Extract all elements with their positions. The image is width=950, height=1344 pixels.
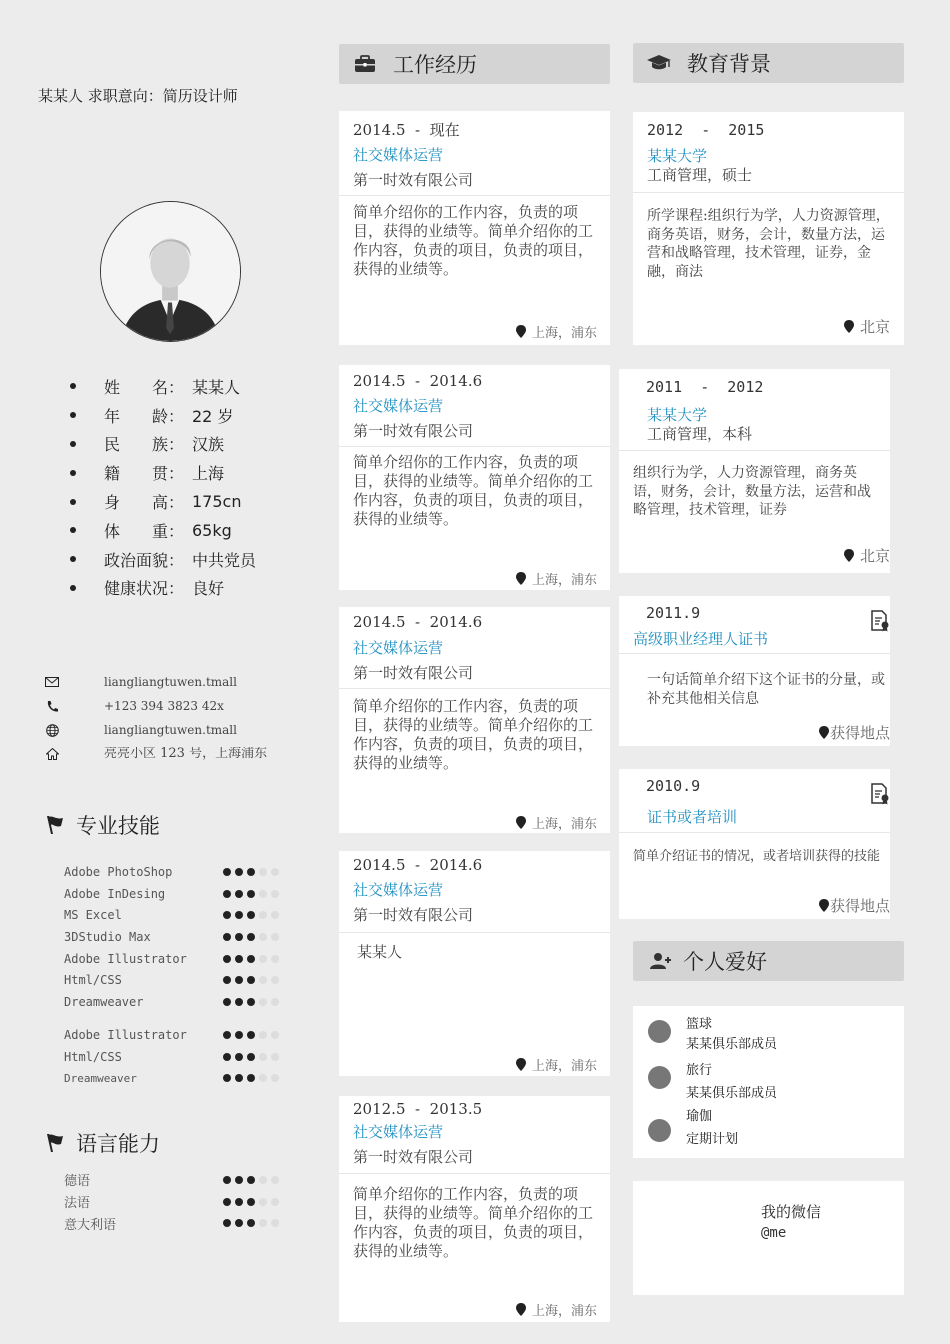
- bullet-icon: [70, 556, 76, 562]
- hobby-note: 定期计划: [686, 1132, 739, 1147]
- skill-row: [64, 1024, 279, 1046]
- skill-level-dots: [223, 911, 279, 919]
- contact-info: [44, 670, 304, 766]
- skill-name: MS Excel: [64, 908, 122, 923]
- map-pin-icon: [516, 1058, 526, 1071]
- phone-icon: [44, 698, 60, 714]
- hobby-name: 篮球: [686, 1017, 713, 1032]
- map-pin-icon: [516, 325, 526, 338]
- detail-label: 民 族：: [104, 435, 185, 455]
- courses-description: 组织行为学，人力资源管理，商务英语，财务，会计，数量方法，运营和战略管理，技术管理，证券: [633, 465, 871, 518]
- map-pin-icon: [819, 726, 829, 739]
- detail-row: [70, 458, 310, 487]
- work-company: 第一时效有限公司: [353, 1148, 474, 1166]
- work-description: 某某人: [357, 943, 403, 961]
- language-level-dots: [223, 1219, 279, 1227]
- languages-list: [64, 1169, 279, 1234]
- certificate-date: 2011.9: [646, 604, 701, 622]
- map-pin-icon: [516, 816, 526, 829]
- skill-name: Dreamweaver: [64, 1071, 137, 1085]
- detail-label: 身 高：: [104, 493, 185, 513]
- work-card: [339, 607, 610, 833]
- language-name: 德语: [64, 1174, 91, 1190]
- school-name: 某某大学: [647, 147, 708, 165]
- work-company: 第一时效有限公司: [353, 664, 474, 682]
- map-pin-icon: [516, 572, 526, 585]
- briefcase-icon: [351, 52, 379, 76]
- skill-level-dots: [223, 1074, 279, 1082]
- home-icon: [44, 746, 60, 762]
- skill-name: Adobe Illustrator: [64, 1027, 187, 1042]
- certificate-description: 一句话简单介绍下这个证书的分量，或补充其他相关信息: [647, 672, 885, 707]
- certificate-location: 获得地点: [819, 895, 890, 916]
- skill-name: Dreamweaver: [64, 994, 144, 1009]
- language-name: 意大利语: [64, 1217, 117, 1233]
- hobbies-title: 个人爱好: [683, 950, 767, 974]
- language-row: [64, 1191, 279, 1213]
- language-name: 法语: [64, 1196, 91, 1212]
- envelope-icon: [44, 674, 60, 690]
- hobby-icon: [648, 1020, 671, 1043]
- detail-value: 良好: [192, 579, 225, 599]
- hobby-item: [648, 1015, 777, 1055]
- detail-row: [70, 372, 310, 401]
- hobby-name: 旅行: [686, 1063, 713, 1078]
- certificate-icon: [870, 783, 890, 809]
- skill-row: [64, 926, 279, 948]
- education-heading: [633, 43, 904, 83]
- detail-label: 籍 贯：: [104, 464, 185, 484]
- work-role: 社交媒体运营: [353, 397, 444, 415]
- wechat-card: [633, 1181, 904, 1295]
- work-heading: [339, 44, 610, 84]
- bullet-icon: [70, 441, 76, 447]
- education-title: 教育背景: [687, 52, 771, 76]
- bullet-icon: [70, 585, 76, 591]
- skill-level-dots: [223, 1053, 279, 1061]
- avatar: [100, 201, 241, 342]
- certificate-description: 简单介绍证书的情况，或者培训获得的技能: [633, 849, 881, 864]
- skills-list: [64, 861, 279, 1013]
- work-description: 简单介绍你的工作内容，负责的项目，获得的业绩等。简单介绍你的工作内容，负责的项目，负责的项目，获得的业绩等。: [353, 453, 594, 528]
- degree: 工商管理，硕士: [647, 166, 753, 184]
- hobby-item: [648, 1059, 777, 1105]
- hobby-icon: [648, 1119, 671, 1142]
- work-card: [339, 851, 610, 1076]
- contact-address: [44, 742, 304, 766]
- graduation-cap-icon: [645, 51, 673, 75]
- detail-row: [70, 545, 310, 574]
- courses-description: 所学课程:组织行为学，人力资源管理，商务英语，财务，会计，数量方法，运营和战略管理，技术管理，证券，金融，商法: [647, 208, 890, 280]
- work-dates: 2014.5 - 2014.6: [353, 372, 483, 390]
- work-description: 简单介绍你的工作内容，负责的项目，获得的业绩等。简单介绍你的工作内容，负责的项目，负责的项目，获得的业绩等。: [353, 203, 594, 278]
- skill-name: Adobe InDesing: [64, 886, 166, 901]
- work-location: 上海，浦东: [516, 1300, 597, 1319]
- detail-label: 年 龄：: [104, 406, 185, 426]
- work-card: [339, 111, 610, 345]
- skill-row: [64, 991, 279, 1013]
- detail-label: 健康状况：: [104, 579, 185, 599]
- languages-heading: [44, 1128, 160, 1158]
- contact-phone: [44, 694, 304, 718]
- map-pin-icon: [516, 1303, 526, 1316]
- website-text[interactable]: liangliangtuwen.tmall: [104, 723, 237, 737]
- detail-value: 22 岁: [192, 406, 234, 426]
- skill-level-dots: [223, 955, 279, 963]
- skill-name: Adobe Illustrator: [64, 951, 187, 966]
- skill-row: [64, 1046, 279, 1068]
- map-pin-icon: [819, 899, 829, 912]
- hobby-note: 某某俱乐部成员: [686, 1037, 778, 1052]
- detail-label: 体 重：: [104, 521, 185, 541]
- education-card: [619, 369, 890, 573]
- email-text[interactable]: liangliangtuwen.tmall: [104, 675, 237, 689]
- detail-value: 汉族: [192, 435, 225, 455]
- map-pin-icon: [844, 549, 854, 562]
- education-location: 北京: [844, 316, 890, 337]
- detail-value: 175cn: [192, 492, 242, 512]
- bullet-icon: [70, 527, 76, 533]
- skills-heading: [44, 810, 160, 840]
- work-dates: 2012.5 - 2013.5: [353, 1100, 483, 1118]
- certificate-location: 获得地点: [819, 722, 890, 743]
- hobbies-card: [633, 1006, 904, 1158]
- work-dates: 2014.5 - 现在: [353, 121, 460, 139]
- detail-value: 中共党员: [192, 550, 257, 570]
- school-name: 某某大学: [647, 406, 708, 424]
- certificate-icon: [870, 610, 890, 636]
- flag-icon: [44, 1132, 66, 1154]
- skill-name: Html/CSS: [64, 973, 122, 988]
- work-dates: 2014.5 - 2014.6: [353, 856, 483, 874]
- detail-value: 65kg: [192, 520, 232, 540]
- certificate-title: 高级职业经理人证书: [633, 630, 769, 648]
- skill-row: [64, 904, 279, 926]
- skill-row: [64, 1067, 279, 1089]
- skill-level-dots: [223, 868, 279, 876]
- education-dates: 2011 - 2012: [646, 378, 764, 396]
- phone-text: +123 394 3823 42x: [104, 699, 224, 713]
- certificate-card: [619, 769, 890, 919]
- education-dates: 2012 - 2015: [647, 121, 765, 139]
- work-location: 上海，浦东: [516, 1055, 597, 1074]
- globe-icon: [44, 722, 60, 738]
- education-location: 北京: [844, 545, 890, 566]
- skill-level-dots: [223, 1031, 279, 1039]
- bullet-icon: [70, 470, 76, 476]
- work-company: 第一时效有限公司: [353, 422, 474, 440]
- work-company: 第一时效有限公司: [353, 906, 474, 924]
- hobbies-heading: [633, 941, 904, 981]
- detail-label: 姓 名：: [104, 377, 185, 397]
- detail-row: [70, 401, 310, 430]
- contact-email: [44, 670, 304, 694]
- language-level-dots: [223, 1176, 279, 1184]
- languages-title: 语言能力: [76, 1132, 160, 1156]
- certificate-title: 证书或者培训: [647, 808, 738, 826]
- personal-details: [70, 372, 310, 602]
- skill-row: [64, 948, 279, 970]
- certificate-date: 2010.9: [646, 777, 701, 795]
- detail-row: [70, 574, 310, 603]
- address-text: 亮亮小区 123 号，上海浦东: [104, 747, 268, 761]
- work-card: [339, 365, 610, 590]
- work-role: 社交媒体运营: [353, 1123, 444, 1141]
- detail-label: 政治面貌：: [104, 550, 185, 570]
- degree: 工商管理，本科: [647, 425, 753, 443]
- language-row: [64, 1212, 279, 1234]
- work-location: 上海，浦东: [516, 813, 597, 832]
- language-level-dots: [223, 1198, 279, 1206]
- skill-level-dots: [223, 890, 279, 898]
- skill-name: 3DStudio Max: [64, 929, 151, 944]
- work-title: 工作经历: [393, 53, 477, 77]
- work-description: 简单介绍你的工作内容，负责的项目，获得的业绩等。简单介绍你的工作内容，负责的项目，负责的项目，获得的业绩等。: [353, 1185, 594, 1260]
- skill-row: [64, 883, 279, 905]
- name-and-objective: 某某人 求职意向：简历设计师: [38, 87, 238, 105]
- bullet-icon: [70, 412, 76, 418]
- work-location: 上海，浦东: [516, 569, 597, 588]
- hobby-note: 某某俱乐部成员: [686, 1086, 778, 1101]
- detail-row: [70, 487, 310, 516]
- hobby-name: 瑜伽: [686, 1109, 713, 1124]
- work-role: 社交媒体运营: [353, 639, 444, 657]
- skill-row: [64, 969, 279, 991]
- contact-web: [44, 718, 304, 742]
- skill-row: [64, 861, 279, 883]
- bullet-icon: [70, 499, 76, 505]
- work-dates: 2014.5 - 2014.6: [353, 613, 483, 631]
- avatar-photo-icon: [101, 202, 240, 341]
- work-location: 上海，浦东: [516, 322, 597, 341]
- skill-name: Adobe PhotoShop: [64, 864, 173, 879]
- map-pin-icon: [844, 320, 854, 333]
- detail-value: 某某人: [192, 377, 241, 397]
- flag-icon: [44, 814, 66, 836]
- work-description: 简单介绍你的工作内容，负责的项目，获得的业绩等。简单介绍你的工作内容，负责的项目，负责的项目，获得的业绩等。: [353, 697, 594, 772]
- skill-name: Html/CSS: [64, 1049, 122, 1064]
- detail-row: [70, 516, 310, 545]
- skill-level-dots: [223, 976, 279, 984]
- work-role: 社交媒体运营: [353, 146, 444, 164]
- hobby-icon: [648, 1066, 671, 1089]
- detail-row: [70, 430, 310, 459]
- work-company: 第一时效有限公司: [353, 171, 474, 189]
- education-card: [633, 112, 904, 345]
- hobby-item: [648, 1105, 738, 1151]
- add-user-icon: [647, 949, 675, 973]
- work-card: [339, 1096, 610, 1322]
- wechat-title: 我的微信: [761, 1203, 822, 1221]
- skills-list-secondary: [64, 1024, 279, 1089]
- certificate-card: [619, 596, 890, 746]
- wechat-id[interactable]: @me: [761, 1225, 787, 1241]
- language-row: [64, 1169, 279, 1191]
- skill-level-dots: [223, 933, 279, 941]
- skills-title: 专业技能: [76, 814, 160, 838]
- bullet-icon: [70, 383, 76, 389]
- work-role: 社交媒体运营: [353, 881, 444, 899]
- detail-value: 上海: [192, 464, 225, 484]
- skill-level-dots: [223, 998, 279, 1006]
